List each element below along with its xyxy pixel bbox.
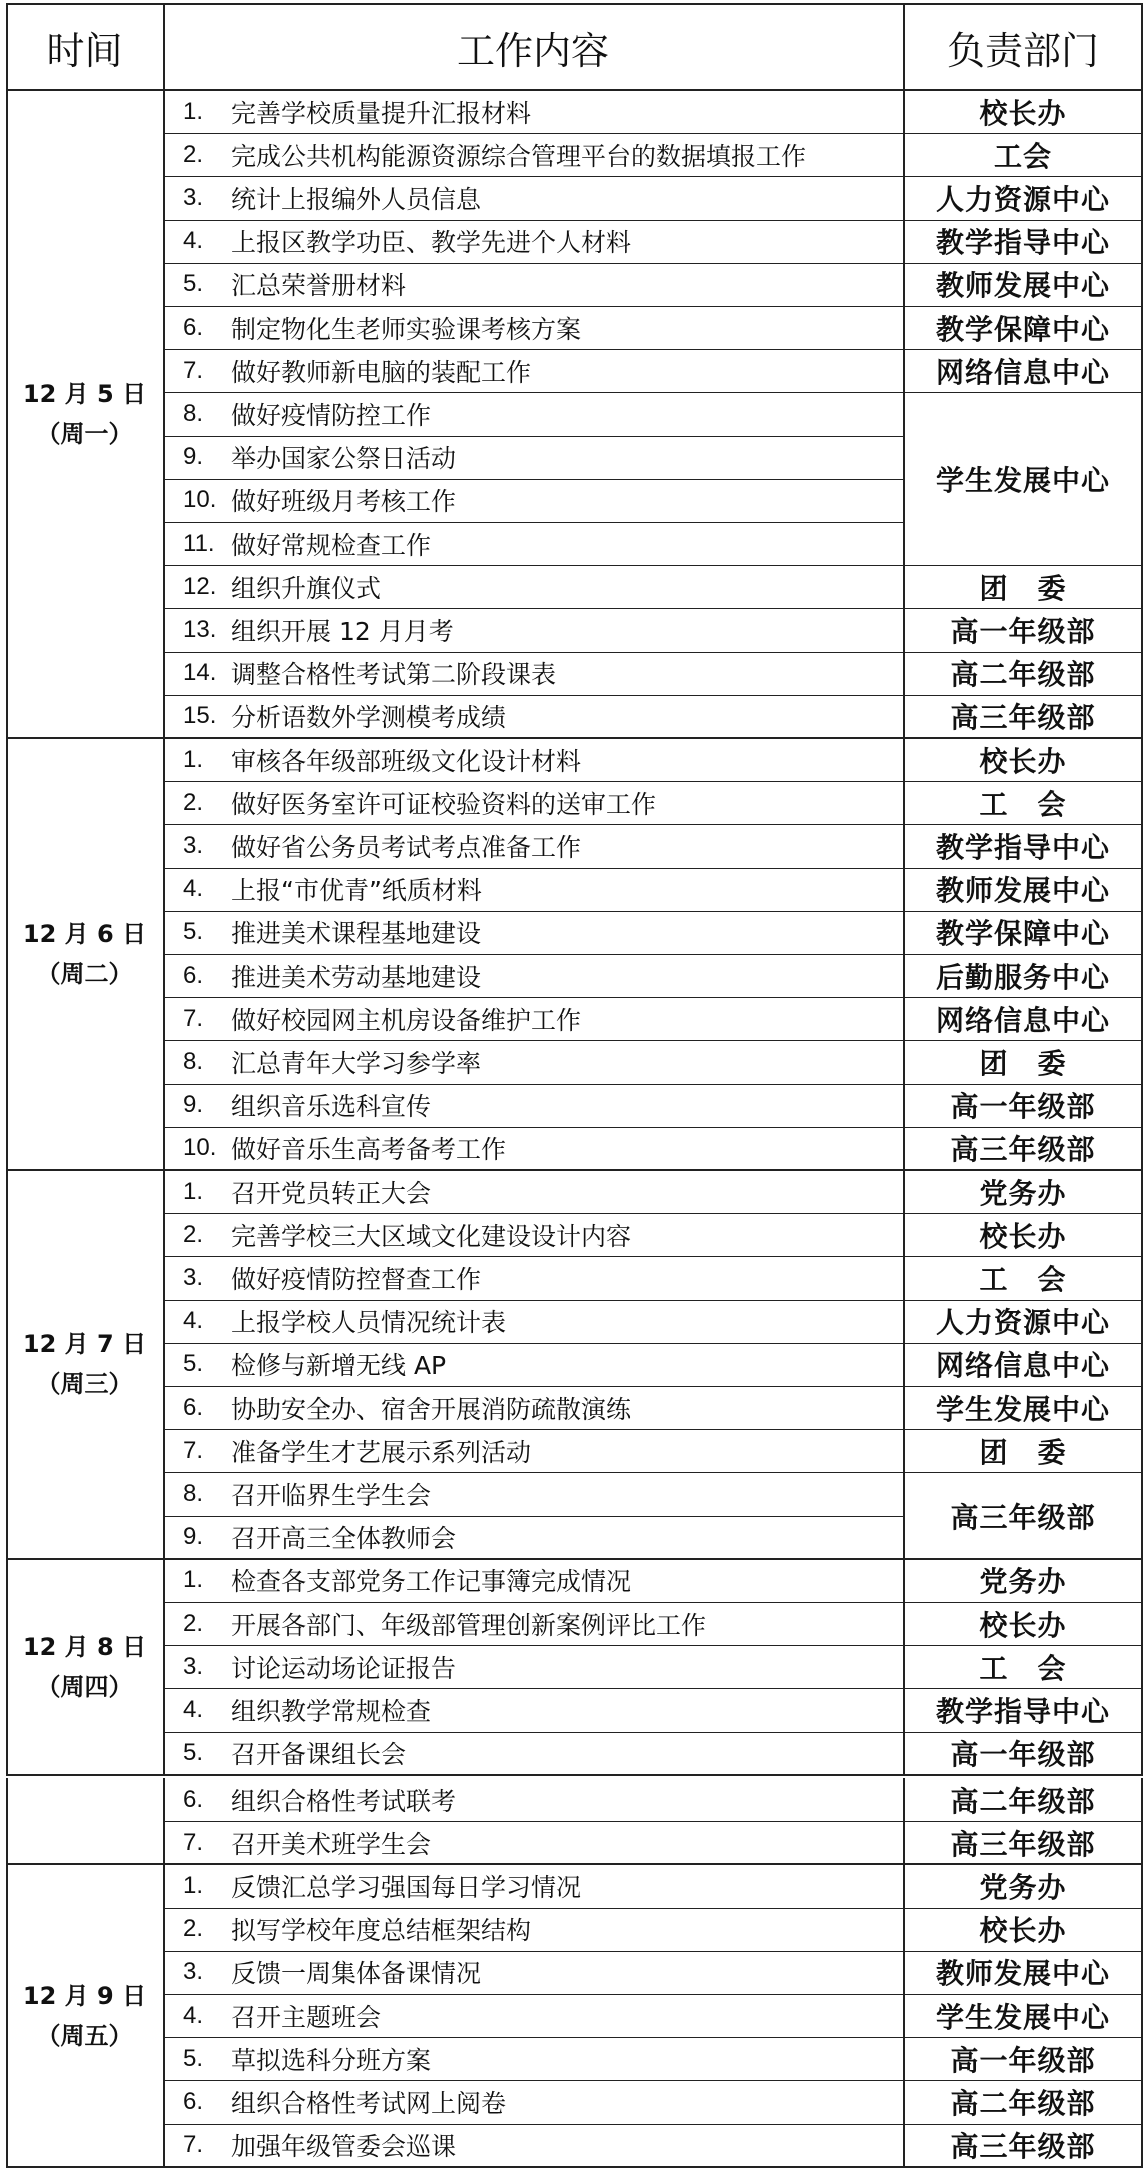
right-border — [1141, 1778, 1143, 1864]
responsible-dept: 校长办 — [979, 1219, 1067, 1253]
column-divider — [903, 1559, 905, 1775]
task-number: 4. — [183, 1695, 204, 1723]
day-date: 12 月 7 日 — [22, 1330, 147, 1359]
day-date: 12 月 9 日 — [22, 1981, 147, 2010]
responsible-dept: 网络信息中心 — [935, 1003, 1110, 1037]
task-number: 7. — [183, 2131, 204, 2159]
responsible-dept: 工 会 — [979, 1651, 1067, 1685]
task-text: 做好常规检查工作 — [231, 530, 432, 560]
task-text: 草拟选科分班方案 — [231, 2045, 432, 2075]
responsible-dept: 教学保障中心 — [935, 312, 1110, 346]
task-text: 推进美术课程基地建设 — [231, 919, 482, 949]
responsible-dept: 高二年级部 — [950, 658, 1096, 692]
task-number: 13. — [183, 615, 217, 643]
day-date-cell — [6, 1170, 163, 1559]
left-border — [6, 1170, 8, 1559]
task-number: 4. — [183, 2001, 204, 2029]
task-text: 反馈汇总学习强国每日学习情况 — [231, 1872, 582, 1902]
task-text: 反馈一周集体备课情况 — [231, 1959, 482, 1989]
day-date: 12 月 5 日 — [22, 380, 147, 408]
responsible-dept: 校长办 — [979, 1608, 1067, 1642]
responsible-dept: 学生发展中心 — [935, 463, 1110, 497]
task-text: 上报学校人员情况统计表 — [231, 1308, 507, 1338]
task-number: 2. — [183, 1609, 204, 1637]
task-number: 6. — [183, 961, 204, 989]
responsible-dept: 团 委 — [979, 1435, 1067, 1469]
task-number: 9. — [183, 1523, 204, 1551]
task-number: 5. — [183, 1350, 204, 1378]
responsible-dept: 教学指导中心 — [935, 830, 1110, 864]
task-number: 1. — [183, 1177, 204, 1205]
task-number: 8. — [183, 399, 204, 427]
responsible-dept: 高三年级部 — [950, 1500, 1096, 1534]
responsible-dept: 工 会 — [979, 1262, 1067, 1296]
task-number: 5. — [183, 2044, 204, 2072]
left-border — [6, 738, 8, 1170]
task-text: 组织合格性考试联考 — [231, 1786, 457, 1816]
task-text: 准备学生才艺展示系列活动 — [231, 1437, 532, 1467]
column-divider — [903, 1778, 905, 1864]
left-border — [6, 1778, 8, 1864]
task-number: 7. — [183, 356, 204, 384]
left-border — [6, 1559, 8, 1775]
task-text: 调整合格性考试第二阶段课表 — [231, 660, 557, 690]
task-number: 6. — [183, 2087, 204, 2115]
task-number: 14. — [183, 659, 217, 687]
task-number: 6. — [183, 1785, 204, 1813]
task-text: 完善学校质量提升汇报材料 — [231, 98, 532, 128]
task-text: 组织升旗仪式 — [231, 573, 382, 603]
column-divider — [903, 738, 905, 1170]
task-text: 组织音乐选科宣传 — [231, 1092, 432, 1122]
task-text: 讨论运动场论证报告 — [231, 1653, 457, 1683]
task-number: 3. — [183, 1263, 204, 1291]
column-divider — [903, 1864, 905, 2166]
responsible-dept: 高三年级部 — [950, 1827, 1096, 1861]
task-text: 完成公共机构能源资源综合管理平台的数据填报工作 — [231, 141, 807, 171]
task-number: 9. — [183, 1091, 204, 1119]
day-date-cell — [6, 1778, 163, 1864]
task-number: 8. — [183, 1047, 204, 1075]
header-divider — [903, 3, 905, 90]
task-number: 7. — [183, 1004, 204, 1032]
day-date: 12 月 8 日 — [22, 1632, 147, 1661]
responsible-dept: 教学指导中心 — [935, 1694, 1110, 1728]
task-number: 2. — [183, 1915, 204, 1943]
column-divider — [903, 1170, 905, 1559]
day-date-cell — [6, 1864, 163, 2166]
column-divider — [163, 90, 165, 738]
right-border — [1141, 90, 1143, 738]
responsible-dept: 校长办 — [979, 96, 1067, 130]
responsible-dept: 高三年级部 — [950, 1133, 1096, 1167]
header-dept: 负责部门 — [946, 28, 1099, 73]
task-number: 5. — [183, 270, 204, 298]
task-number: 3. — [183, 1652, 204, 1680]
responsible-dept: 工会 — [993, 139, 1052, 173]
task-text: 召开临界生学生会 — [231, 1480, 432, 1510]
responsible-dept: 团 委 — [979, 1046, 1067, 1080]
left-border — [6, 1864, 8, 2166]
left-border — [6, 90, 8, 738]
task-text: 做好疫情防控督查工作 — [231, 1264, 482, 1294]
day-weekday: （周一） — [36, 420, 133, 448]
task-text: 协助安全办、宿舍开展消防疏散演练 — [231, 1394, 632, 1424]
responsible-dept: 教师发展中心 — [935, 269, 1110, 303]
task-text: 审核各年级部班级文化设计材料 — [231, 746, 582, 776]
responsible-dept: 人力资源中心 — [935, 1306, 1110, 1340]
responsible-dept: 高三年级部 — [950, 2130, 1096, 2164]
task-text: 汇总荣誉册材料 — [231, 271, 407, 301]
responsible-dept: 教学保障中心 — [935, 917, 1110, 951]
task-number: 5. — [183, 918, 204, 946]
task-text: 组织教学常规检查 — [231, 1696, 432, 1726]
task-number: 10. — [183, 1134, 217, 1162]
task-text: 召开备课组长会 — [231, 1740, 407, 1770]
right-border — [1141, 1170, 1143, 1559]
responsible-dept: 党务办 — [979, 1176, 1067, 1210]
responsible-dept: 高一年级部 — [950, 614, 1096, 648]
task-number: 1. — [183, 1871, 204, 1899]
task-text: 举办国家公祭日活动 — [231, 444, 457, 474]
task-text: 汇总青年大学习参学率 — [231, 1048, 482, 1078]
header-divider — [163, 3, 165, 90]
header-left-border — [6, 3, 8, 90]
right-border — [1141, 1864, 1143, 2166]
task-number: 6. — [183, 1393, 204, 1421]
responsible-dept: 团 委 — [979, 571, 1067, 605]
task-number: 3. — [183, 1958, 204, 1986]
task-number: 11. — [183, 529, 215, 557]
responsible-dept: 学生发展中心 — [935, 2000, 1110, 2034]
task-number: 1. — [183, 1566, 204, 1594]
task-number: 12. — [183, 572, 217, 600]
responsible-dept: 党务办 — [979, 1870, 1067, 1904]
task-number: 15. — [183, 702, 217, 730]
task-number: 4. — [183, 875, 204, 903]
task-text: 做好省公务员考试考点准备工作 — [231, 832, 582, 862]
task-number: 3. — [183, 183, 204, 211]
task-text: 召开党员转正大会 — [231, 1178, 432, 1208]
task-text: 开展各部门、年级部管理创新案例评比工作 — [231, 1610, 707, 1640]
task-text: 上报“市优青”纸质材料 — [231, 876, 482, 906]
task-number: 3. — [183, 831, 204, 859]
responsible-dept: 校长办 — [979, 744, 1067, 778]
responsible-dept: 人力资源中心 — [935, 182, 1110, 216]
task-number: 4. — [183, 1307, 204, 1335]
task-text: 做好疫情防控工作 — [231, 400, 432, 430]
responsible-dept: 校长办 — [979, 1914, 1067, 1948]
task-text: 统计上报编外人员信息 — [231, 184, 482, 214]
column-divider — [163, 1864, 165, 2166]
task-number: 1. — [183, 745, 204, 773]
column-divider — [163, 738, 165, 1170]
task-text: 做好教师新电脑的装配工作 — [231, 357, 532, 387]
task-text: 组织合格性考试网上阅卷 — [231, 2088, 507, 2118]
responsible-dept: 高一年级部 — [950, 2043, 1096, 2077]
task-text: 完善学校三大区域文化建设设计内容 — [231, 1221, 632, 1251]
right-border — [1141, 738, 1143, 1170]
column-divider — [163, 1559, 165, 1775]
responsible-dept: 后勤服务中心 — [935, 960, 1110, 994]
task-number: 2. — [183, 788, 204, 816]
responsible-dept: 高三年级部 — [950, 701, 1096, 735]
responsible-dept: 高二年级部 — [950, 1784, 1096, 1818]
column-divider — [163, 1170, 165, 1559]
task-number: 9. — [183, 443, 204, 471]
day-date-cell — [6, 1559, 163, 1775]
task-number: 5. — [183, 1739, 204, 1767]
task-text: 召开高三全体教师会 — [231, 1524, 457, 1554]
column-divider — [903, 90, 905, 738]
task-text: 做好校园网主机房设备维护工作 — [231, 1005, 582, 1035]
day-date: 12 月 6 日 — [22, 920, 147, 948]
task-number: 10. — [183, 486, 217, 514]
day-weekday: （周四） — [36, 1672, 133, 1701]
day-weekday: （周三） — [36, 1370, 133, 1399]
responsible-dept: 高一年级部 — [950, 1738, 1096, 1772]
task-number: 7. — [183, 1828, 204, 1856]
responsible-dept: 教学指导中心 — [935, 226, 1110, 260]
task-number: 1. — [183, 97, 204, 125]
day-date-cell — [6, 90, 163, 738]
responsible-dept: 高一年级部 — [950, 1090, 1096, 1124]
column-divider — [163, 1778, 165, 1864]
task-number: 2. — [183, 140, 204, 168]
task-number: 8. — [183, 1479, 204, 1507]
responsible-dept: 教师发展中心 — [935, 1957, 1110, 1991]
responsible-dept: 网络信息中心 — [935, 355, 1110, 389]
task-text: 检查各支部党务工作记事簿完成情况 — [231, 1567, 632, 1597]
task-text: 加强年级管委会巡课 — [231, 2132, 457, 2162]
task-text: 做好医务室许可证校验资料的送审工作 — [231, 789, 657, 819]
task-text: 推进美术劳动基地建设 — [231, 962, 482, 992]
responsible-dept: 党务办 — [979, 1565, 1067, 1599]
day-date-cell — [6, 738, 163, 1170]
day-weekday: （周二） — [36, 960, 133, 988]
responsible-dept: 教师发展中心 — [935, 874, 1110, 908]
task-text: 做好班级月考核工作 — [231, 487, 457, 517]
task-number: 4. — [183, 227, 204, 255]
day-weekday: （周五） — [36, 2021, 133, 2050]
task-text: 上报区教学功臣、教学先进个人材料 — [231, 228, 632, 258]
responsible-dept: 网络信息中心 — [935, 1349, 1110, 1383]
task-text: 制定物化生老师实验课考核方案 — [231, 314, 582, 344]
header-time: 时间 — [46, 28, 123, 73]
task-text: 做好音乐生高考备考工作 — [231, 1135, 507, 1165]
header-content: 工作内容 — [456, 28, 609, 73]
task-number: 6. — [183, 313, 204, 341]
task-text: 组织开展 12 月月考 — [231, 616, 454, 646]
day-bottom-border — [6, 2166, 1143, 2168]
task-text: 拟写学校年度总结框架结构 — [231, 1916, 532, 1946]
page-break-border — [6, 1774, 1143, 1776]
task-text: 检修与新增无线 AP — [231, 1351, 447, 1381]
table-top-border — [6, 3, 1143, 5]
right-border — [1141, 1559, 1143, 1775]
task-number: 7. — [183, 1436, 204, 1464]
header-right-border — [1141, 3, 1143, 90]
task-text: 召开主题班会 — [231, 2002, 382, 2032]
task-text: 召开美术班学生会 — [231, 1829, 432, 1859]
responsible-dept: 学生发展中心 — [935, 1392, 1110, 1426]
task-text: 分析语数外学测模考成绩 — [231, 703, 507, 733]
task-number: 2. — [183, 1220, 204, 1248]
responsible-dept: 工 会 — [979, 787, 1067, 821]
responsible-dept: 高二年级部 — [950, 2086, 1096, 2120]
